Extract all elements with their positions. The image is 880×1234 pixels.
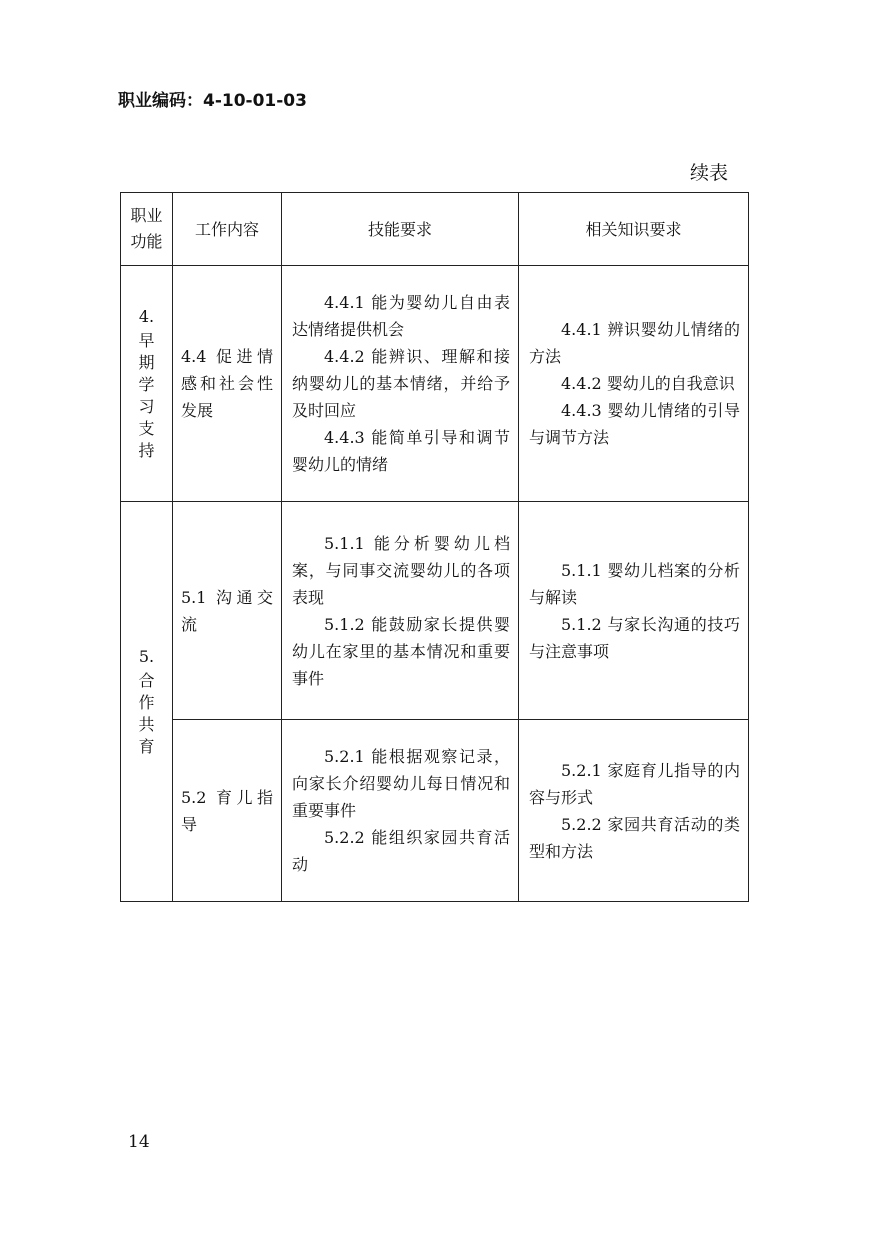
continued-label: 续表: [689, 162, 728, 184]
job-code: 职业编码：4-10-01-03: [118, 91, 307, 111]
header-function: 职业功能: [121, 193, 173, 266]
knowledge-cell: 5.2.1 家庭育儿指导的内容与形式 5.2.2 家园共育活动的类型和方法: [519, 720, 749, 902]
knowledge-cell: 5.1.1 婴幼儿档案的分析与解读 5.1.2 与家长沟通的技巧与注意事项: [519, 502, 749, 720]
header-knowledge: 相关知识要求: [519, 193, 749, 266]
function-cell: 5. 合作共育: [121, 502, 173, 902]
skill-cell: 5.2.1 能根据观察记录，向家长介绍婴幼儿每日情况和重要事件 5.2.2 能组织家园共育活动: [282, 720, 519, 902]
header-work: 工作内容: [173, 193, 282, 266]
work-cell: 5.1 沟通交流: [173, 502, 282, 720]
skill-cell: 4.4.1 能为婴幼儿自由表达情绪提供机会 4.4.2 能辨识、理解和接纳婴幼儿的基本情绪，并给予及时回应 4.4.3 能简单引导和调节婴幼儿的情绪: [282, 266, 519, 502]
page-number: 14: [128, 1132, 150, 1152]
function-cell: 4. 早期学习支持: [121, 266, 173, 502]
skills-table: [120, 192, 749, 902]
function-name: 合作共育: [138, 671, 155, 756]
work-cell: 5.2 育儿指导: [173, 720, 282, 902]
table-row: [121, 720, 749, 902]
function-name: 早期学习支持: [138, 331, 155, 460]
skill-cell: 5.1.1 能分析婴幼儿档案，与同事交流婴幼儿的各项表现 5.1.2 能鼓励家长提供婴幼儿在家里的基本情况和重要事件: [282, 502, 519, 720]
work-cell: 4.4 促进情感和社会性发展: [173, 266, 282, 502]
knowledge-cell: 4.4.1 辨识婴幼儿情绪的方法 4.4.2 婴幼儿的自我意识 4.4.3 婴幼儿情绪的引导与调节方法: [519, 266, 749, 502]
header-skill: 技能要求: [282, 193, 519, 266]
table-row: [121, 502, 749, 720]
table-header-row: [121, 193, 749, 266]
table-row: [121, 266, 749, 502]
